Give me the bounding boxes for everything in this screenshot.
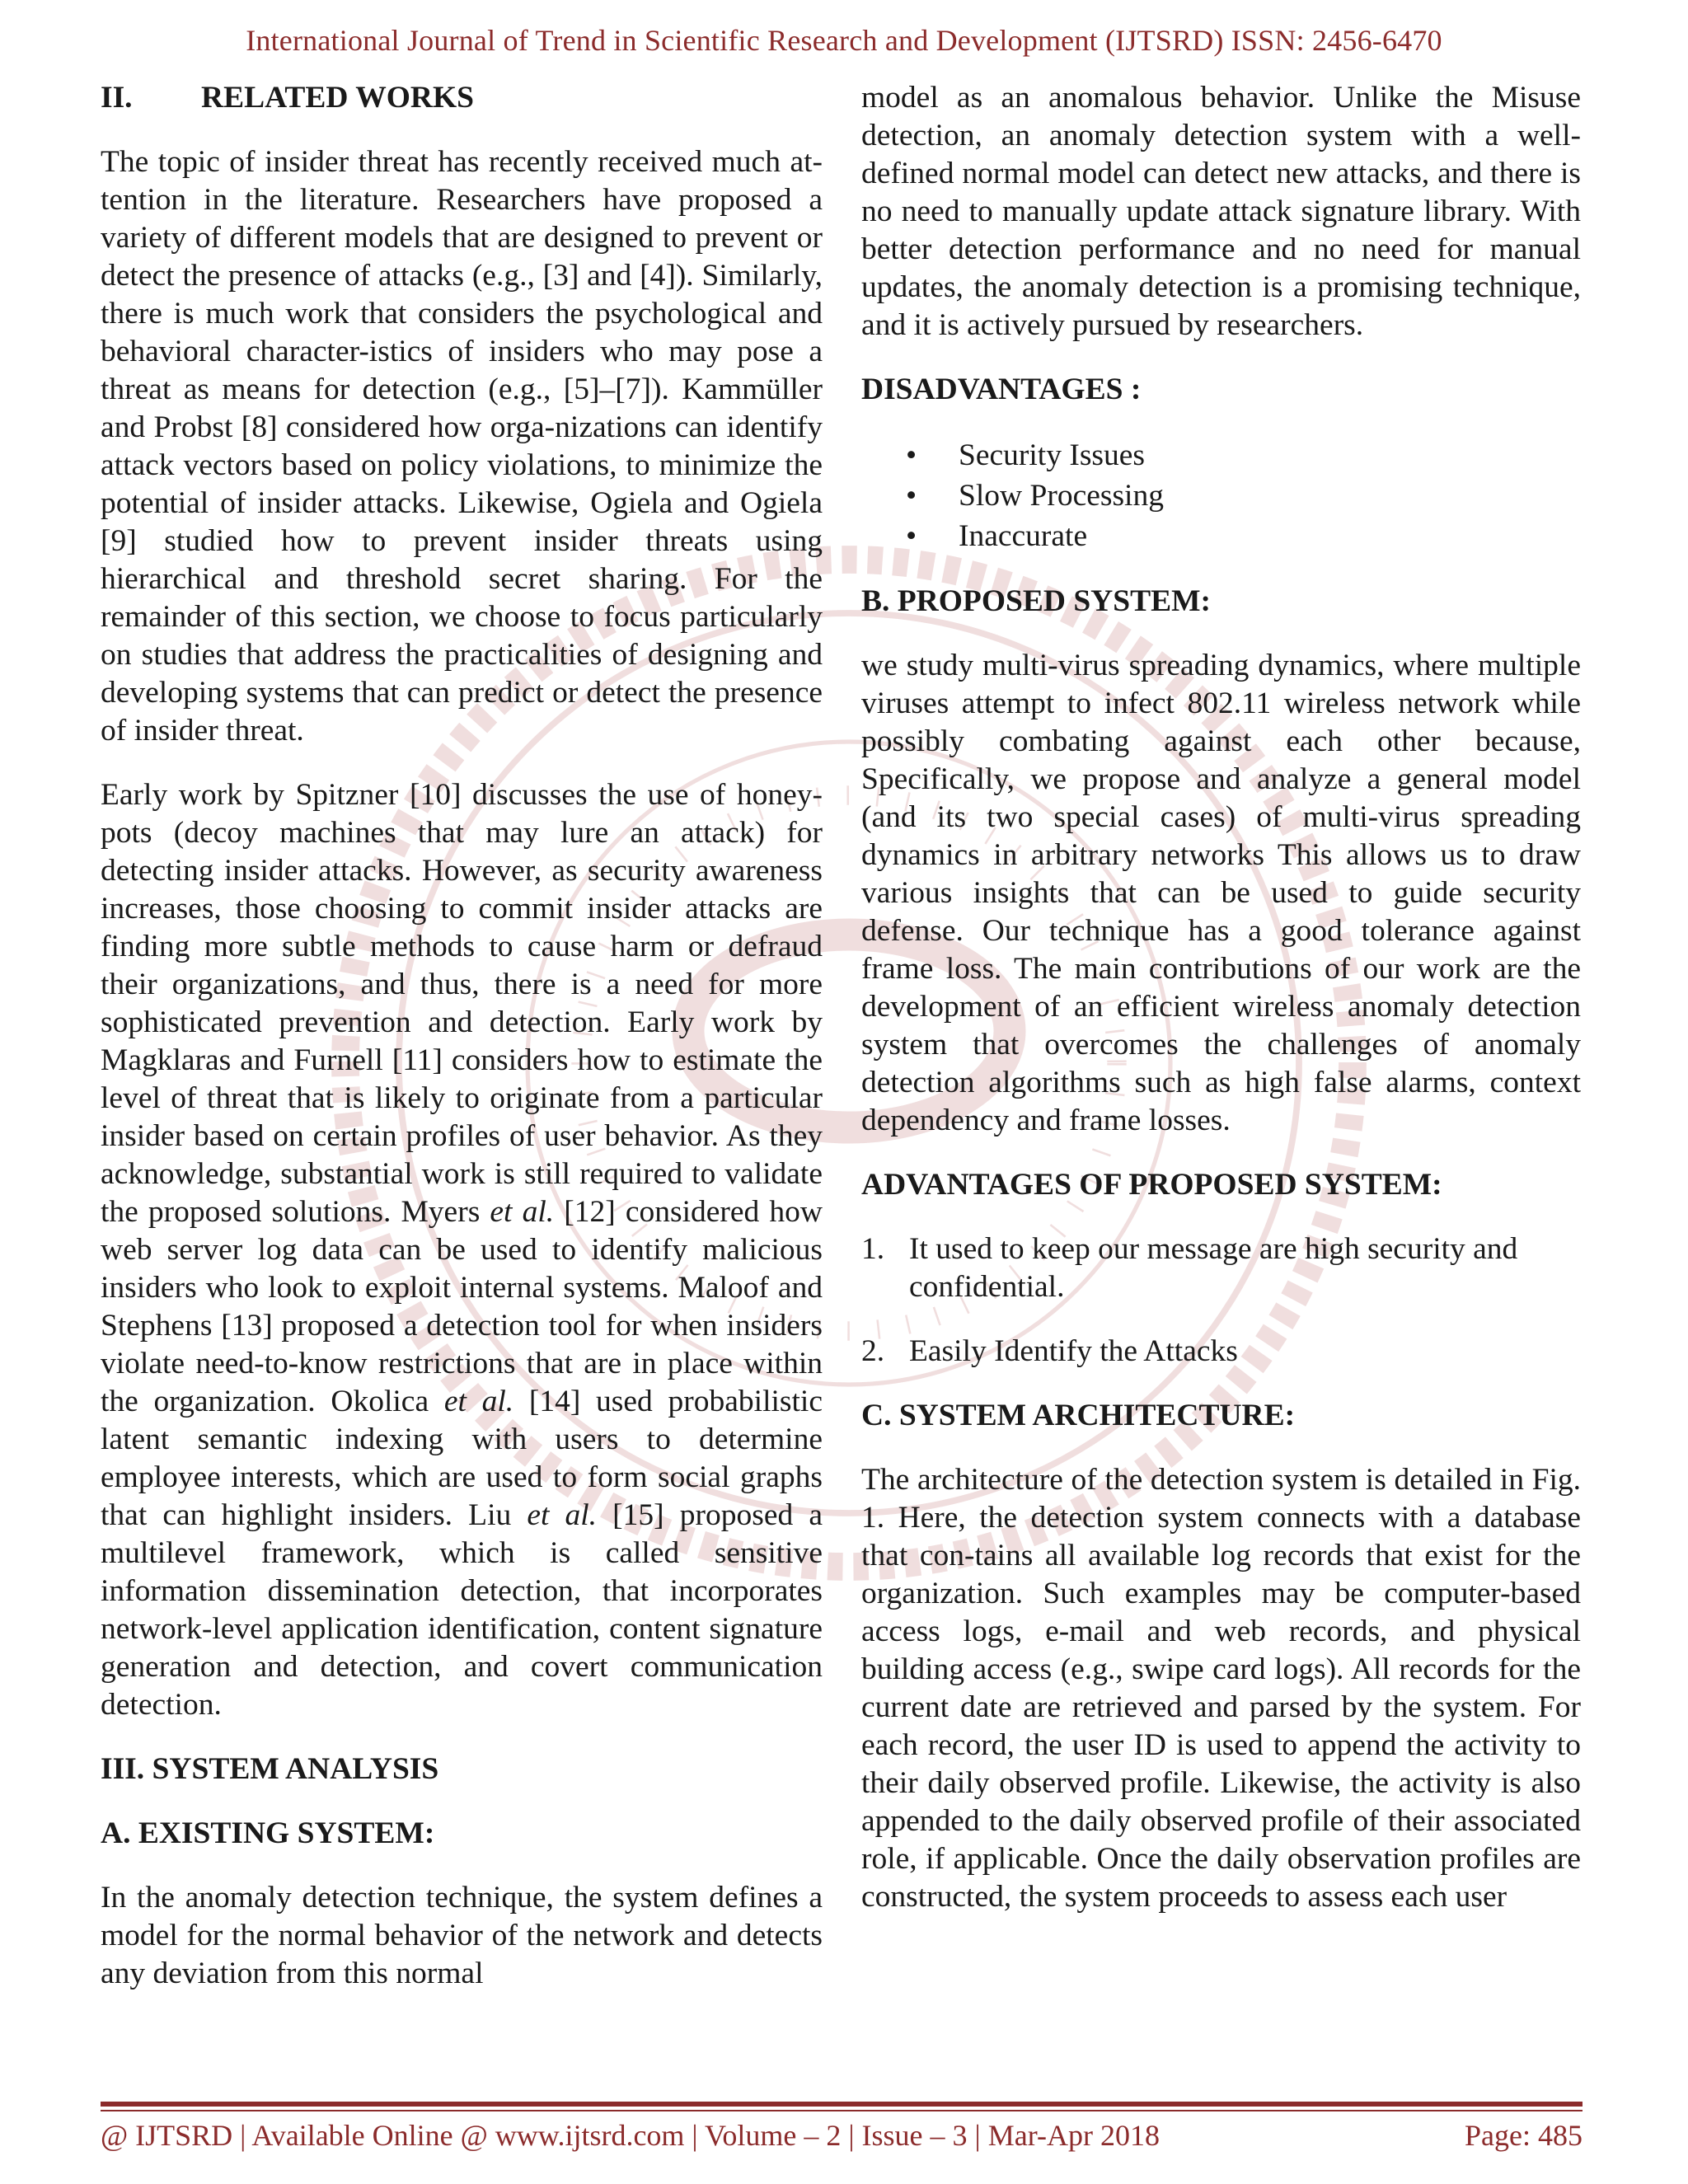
subsection-heading-proposed-system: B. PROPOSED SYSTEM: [861,584,1212,618]
section-number: II. [101,81,133,115]
subsection-heading-system-architecture: C. SYSTEM ARCHITECTURE: [861,1399,1296,1432]
footer-rule-thin [101,2110,1582,2111]
paragraph-system-architecture: The architecture of the detection system is detailed in Fig. 1. Here, the detection system connects with a database that con-tains all available log records that exist for the organization. Such examples may be computer-based access logs, e-mail and web records, and physical building access (e.g., swipe card logs). All records for the current date are retrieved and parsed by the system. For each record, the user ID is used to append the activity to their daily observed profile. Likewise, the activity is also appended to the daily observed profile of their associated role, if applicable. Once the daily observation profiles are constructed, the system proceeds to assess each user [861,1463,1581,1914]
section-heading-related-works [101,79,823,117]
section-title: RELATED WORKS [201,81,474,115]
journal-header: International Journal of Trend in Scientific Research and Development (IJTSRD) ISSN: 2456-6470 [246,24,1442,57]
left-column [101,79,823,2019]
disadvantages-list [861,435,1581,556]
subsection-heading-existing-system: A. EXISTING SYSTEM: [101,1816,435,1850]
bullet-icon: • [906,479,917,513]
heading-disadvantages: DISADVANTAGES : [861,373,1142,406]
paragraph-existing-system: In the anomaly detection technique, the system defines a model for the normal behavior of the network and detects any deviation from this normal [101,1881,823,1990]
list-item: 2. Easily Identify the Attacks [861,1334,1238,1368]
page-footer [101,2118,1582,2153]
footer-rule [101,2102,1582,2107]
list-item: • Inaccurate [861,516,1581,556]
paragraph-related-works-2: Early work by Spitzner [10] discusses the use of honey-pots (decoy machines that may lure an attack) for detecting insider attacks. However, as security awareness increases, those choosing to commit insider attacks are finding more subtle methods to cause harm or defraud their organizations, and thus, there is a need for more sophisticated prevention and detection. Early work by Magklaras and Furnell [11] considers how to estimate the level of threat that is likely to originate from a particular insider based on certain profiles of user behavior. As they acknowledge, substantial work is still required to validate the proposed solutions. Myers et al. [12] considered how web server log data can be used to identify malicious insiders who look to exploit internal systems. Maloof and Stephens [13] proposed a detection tool for when insiders violate need-to-know restrictions that are in place within the organization. Okolica et al. [14] used probabilistic latent semantic indexing with users to determine employee interests, which are used to form social graphs that can highlight insiders. Liu et al. [15] proposed a multilevel framework, which is called sensitive information dissemination detection, that incorporates network-level application identification, content signature generation and detection, and covert communication detection. [101,778,823,1722]
paragraph-related-works-1: The topic of insider threat has recently received much at-tention in the literature. Researchers have proposed a variety of different models that are designed to prevent or detect the presence of attacks (e.g., [3] and [4]). Similarly, there is much work that considers the psychological and behavioral character-istics of insiders who may pose a threat as means for detection (e.g., [5]–[7]). Kammüller and Probst [8] considered how orga-nizations can identify attack vectors based on policy violations, to minimize the potential of insider attacks. Likewise, Ogiela and Ogiela [9] studied how to prevent insider threats using hierarchical and threshold secret sharing. For the remainder of this section, we choose to focus particularly on studies that address the practicalities of designing and developing systems that can predict or detect the presence of insider threat. [101,145,823,748]
page-number: Page: 485 [1465,2119,1582,2152]
advantages-list [861,1230,1581,1371]
footer-text: @ IJTSRD | Available Online @ www.ijtsrd.com | Volume – 2 | Issue – 3 | Mar-Apr 2018 [101,2119,1160,2152]
heading-advantages: ADVANTAGES OF PROPOSED SYSTEM: [861,1168,1442,1202]
right-column [861,79,1581,1943]
list-item: • Slow Processing [861,476,1581,516]
list-item: 1. It used to keep our message are high security and confidential. [861,1232,1518,1304]
bullet-icon: • [906,519,917,553]
bullet-icon: • [906,438,917,472]
paragraph-proposed-system: we study multi-virus spreading dynamics, where multiple viruses attempt to infect 802.11 wireless network while possibly combating against each other because, Specifically, we propose and analyze a general model (and its two special cases) of multi-virus spreading dynamics in arbitrary networks This allows us to draw various insights that can be used to guide security defense. Our technique has a good tolerance against frame loss. The main contributions of our work are the development of an efficient wireless anomaly detection system that overcomes the challenges of anomaly detection algorithms such as high false alarms, context dependency and frame losses. [861,649,1581,1137]
paragraph-existing-system-continued: model as an anomalous behavior. Unlike the Misuse detection, an anomaly detection system with a well-defined normal model can detect new attacks, and there is no need to manually update attack signature library. With better detection performance and no need for manual updates, the anomaly detection is a promising technique, and it is actively pursued by researchers. [861,81,1581,342]
section-heading-system-analysis: III. SYSTEM ANALYSIS [101,1752,439,1786]
list-item: • Security Issues [861,435,1581,476]
